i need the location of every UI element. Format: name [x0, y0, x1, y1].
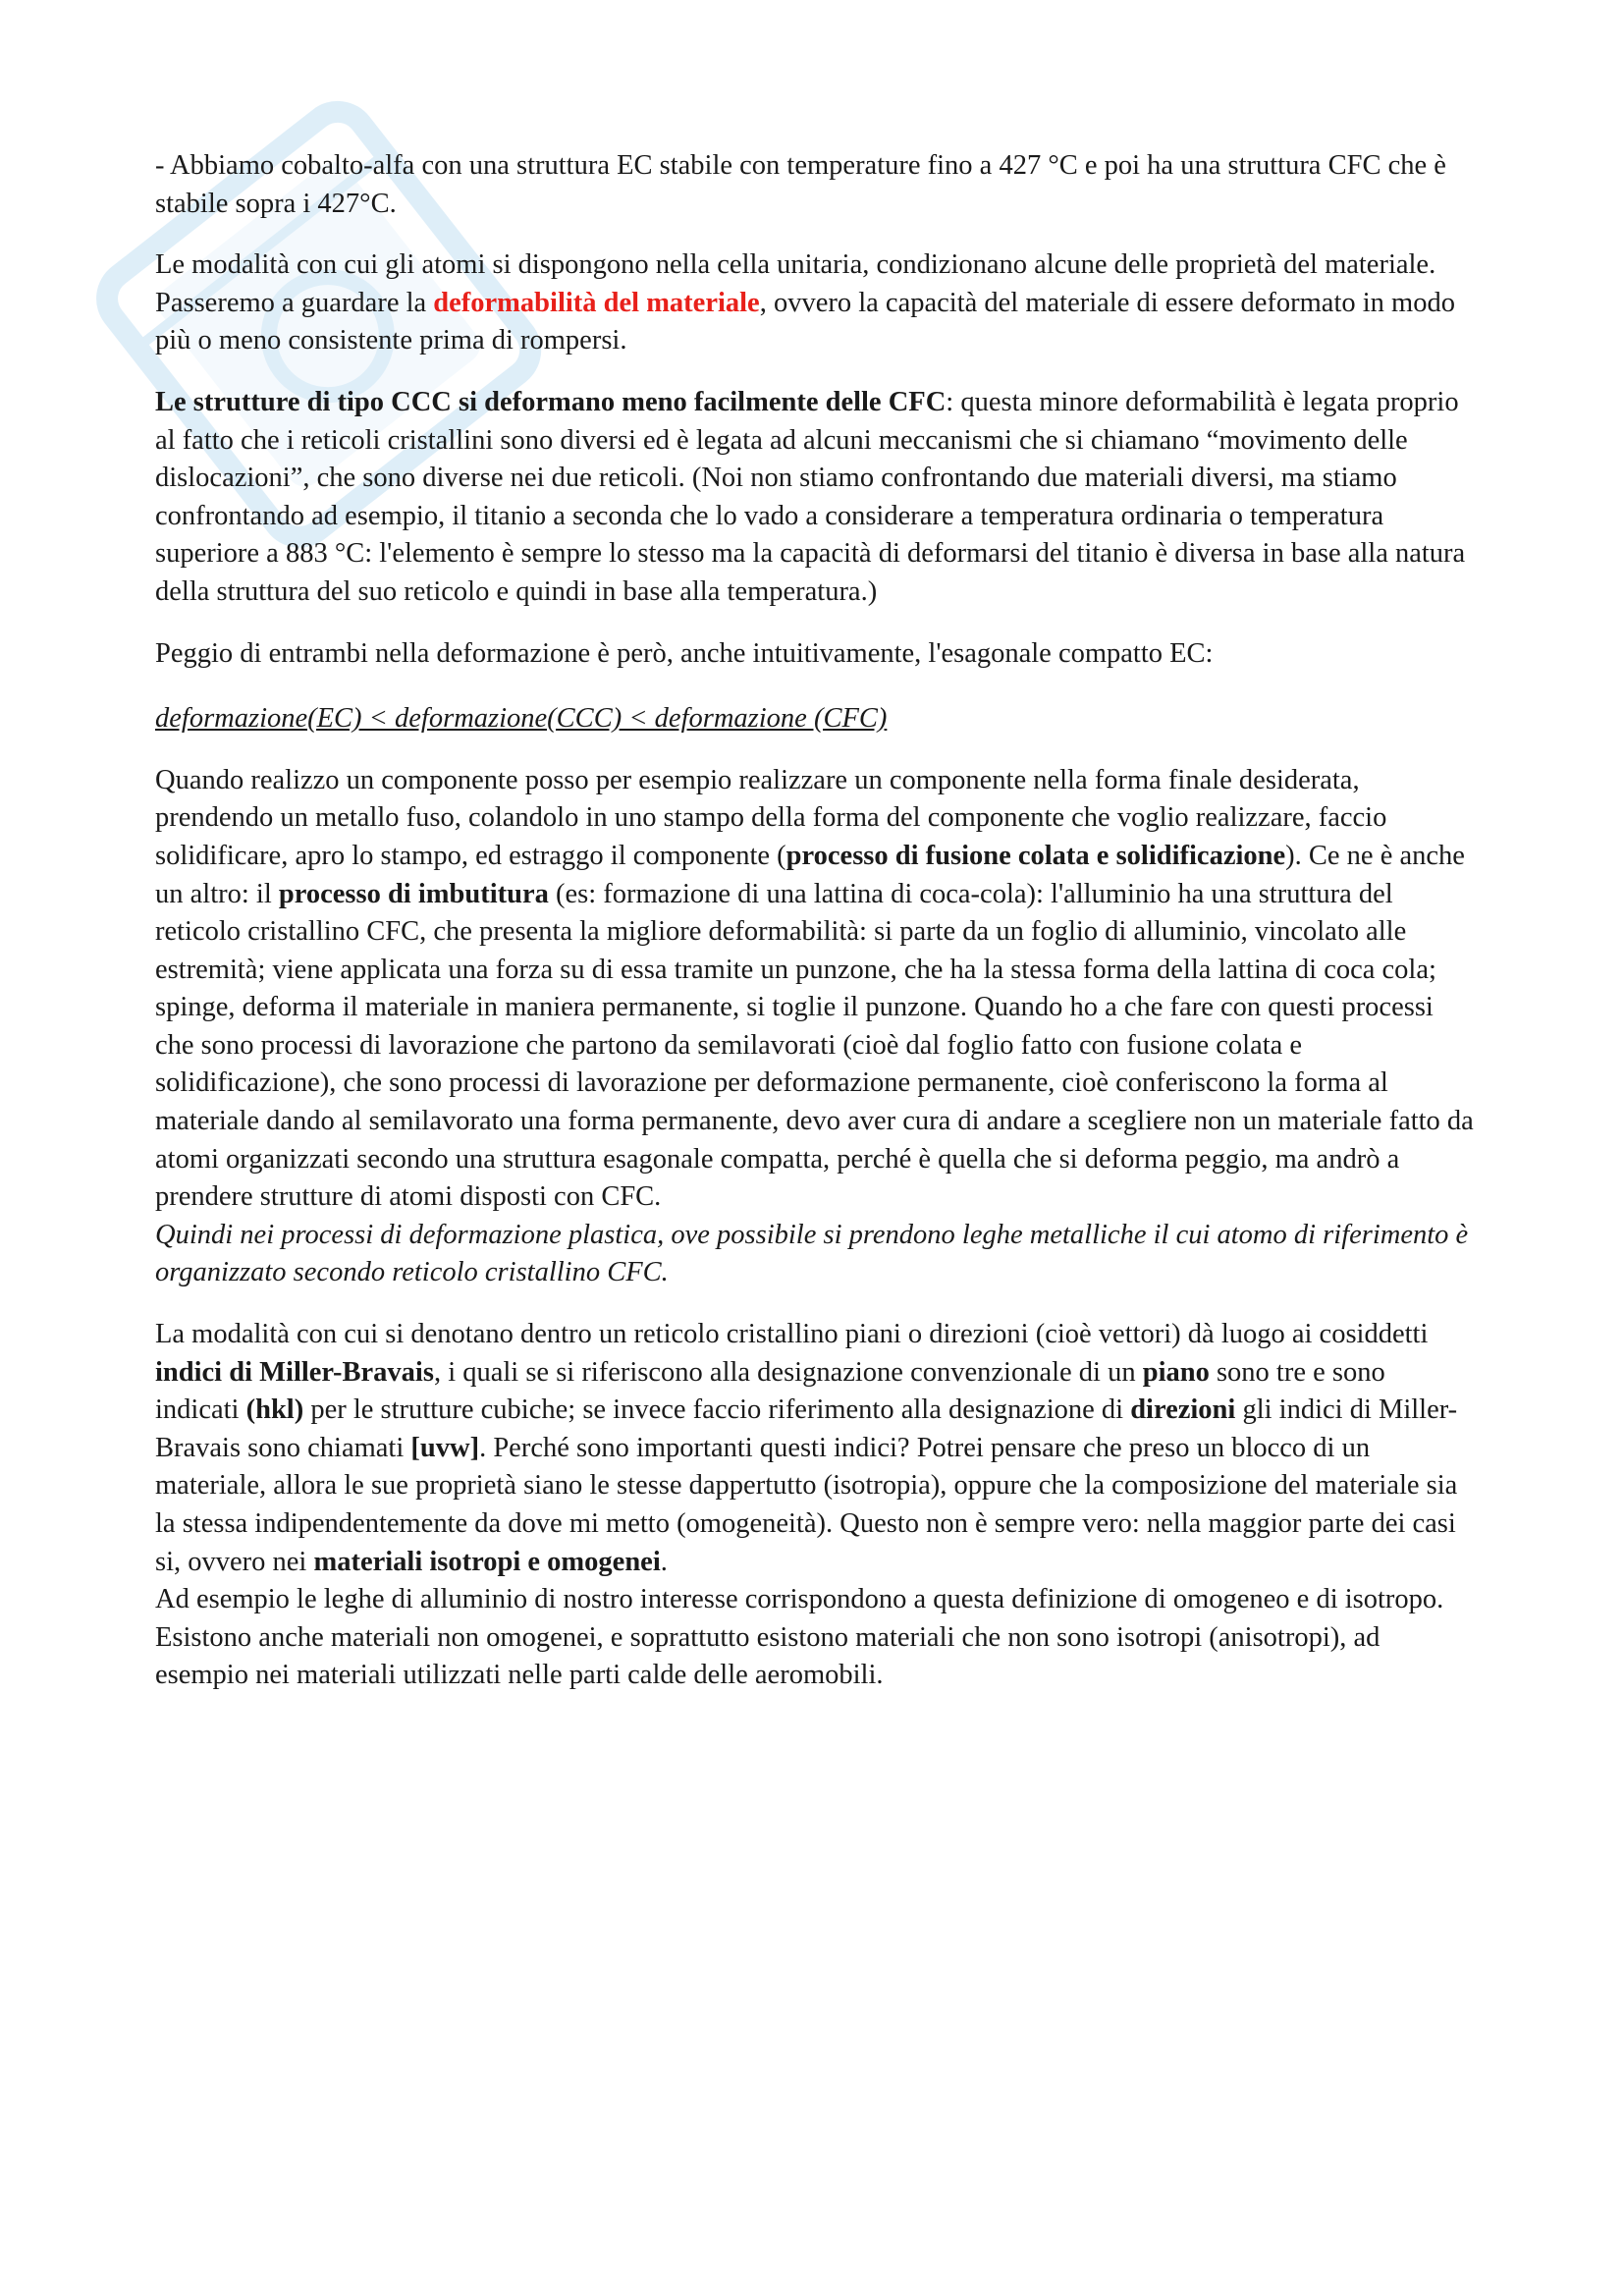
- bold-miller-bravais: indici di Miller-Bravais: [155, 1356, 434, 1388]
- text-run: .: [660, 1546, 668, 1577]
- text-run: Le modalità con cui gli atomi si dispongono nella cella unitaria, condizionano alcune delle proprietà del materiale. Passeremo a guardare la: [155, 249, 1436, 318]
- paragraph-cobalt: - Abbiamo cobalto-alfa con una struttura EC stabile con temperature fino a 427 °C e poi ha una struttura CFC che è stabile sopra i 427°C.: [155, 150, 1446, 219]
- paragraph-processes: [155, 762, 1476, 1292]
- text-run: ). Ce ne è anche un altro: il: [155, 840, 1465, 909]
- document-page: [155, 147, 1476, 1719]
- bold-ccc-cfc: Le strutture di tipo CCC si deformano meno facilmente delle CFC: [155, 386, 947, 417]
- bold-hkl: (hkl): [245, 1394, 304, 1426]
- bold-fusione: processo di fusione colata e solidificazione: [785, 840, 1286, 871]
- text-run: , i quali se si riferiscono alla designazione convenzionale di un: [433, 1356, 1143, 1388]
- text-run: Quando realizzo un componente posso per esempio realizzare un componente nella forma finale desiderata, prendendo un metallo fuso, colandolo in uno stampo della forma del componente che voglio realizzare, faccio solidificare, apro lo stampo, ed estraggo il componente (: [155, 764, 1387, 871]
- paragraph-ec: Peggio di entrambi nella deformazione è però, anche intuitivamente, l'esagonale compatto EC:: [155, 637, 1214, 669]
- paragraph-ccc-cfc: [155, 384, 1476, 612]
- text-run: per le strutture cubiche; se invece faccio riferimento alla designazione di: [303, 1394, 1131, 1426]
- paragraph-deformability: [155, 246, 1476, 360]
- italic-conclusion: Quindi nei processi di deformazione plastica, ove possibile si prendono leghe metalliche il cui atomo di riferimento è organizzato secondo reticolo cristallino CFC.: [155, 1219, 1469, 1288]
- deformation-formula: deformazione(EC) < deformazione(CCC) < deformazione (CFC): [155, 703, 888, 735]
- highlight-deformabilita: deformabilità del materiale: [433, 287, 760, 318]
- bold-imbutitura: processo di imbutitura: [278, 878, 549, 909]
- bold-isotropi: materiali isotropi e omogenei: [313, 1546, 661, 1577]
- text-run: gli indici di Miller-Bravais sono chiamati: [155, 1394, 1458, 1463]
- text-run: La modalità con cui si denotano dentro un reticolo cristallino piani o direzioni (cioè vettori) dà luogo ai cosiddetti: [155, 1319, 1429, 1350]
- paragraph-miller: [155, 1316, 1476, 1581]
- bold-piano: piano: [1142, 1356, 1210, 1388]
- text-run: sono tre e sono indicati: [155, 1356, 1385, 1426]
- text-run: , ovvero la capacità del materiale di essere deformato in modo più o meno consistente prima di rompersi.: [155, 287, 1455, 356]
- bold-uvw: [uvw]: [410, 1432, 480, 1463]
- bold-direzioni: direzioni: [1130, 1394, 1236, 1426]
- text-run: . Perché sono importanti questi indici? Potrei pensare che preso un blocco di un materiale, allora le sue proprietà siano le stesse dappertutto (isotropia), oppure che la composizione del materiale sia la stessa indipendentemente da dove mi metto (omogeneità). Questo non è sempre vero: nella maggior parte dei casi si, ovvero nei: [155, 1432, 1458, 1577]
- paragraph-alluminio: Ad esempio le leghe di alluminio di nostro interesse corrispondono a questa definizione di omogeneo e di isotropo. Esistono anche materiali non omogenei, e soprattutto esistono materiali che non sono isotropi (anisotropi), ad esempio nei materiali utilizzati nelle parti calde delle aeromobili.: [155, 1584, 1444, 1691]
- text-run: (es: formazione di una lattina di coca-cola): l'alluminio ha una struttura del reticolo cristallino CFC, che presenta la migliore deformabilità: si parte da un foglio di alluminio, vincolato alle estremità; viene applicata una forza su di essa tramite un punzone, che ha la stessa forma della lattina di coca cola; spinge, deforma il materiale in maniera permanente, si toglie il punzone. Quando ho a che fare con questi processi che sono processi di lavorazione che partono da semilavorati (cioè dal foglio fatto con fusione colata e solidificazione), che sono processi di lavorazione per deformazione permanente, cioè conferiscono la forma al materiale dando al semilavorato una forma permanente, devo aver cura di andare a scegliere non un materiale fatto da atomi organizzati secondo una struttura esagonale compatta, perché è quella che si deforma peggio, ma andrò a prendere strutture di atomi disposti con CFC.: [155, 878, 1474, 1213]
- text-run: : questa minore deformabilità è legata proprio al fatto che i reticoli cristallini sono diversi ed è legata ad alcuni meccanismi che si chiamano “movimento delle dislocazioni”, che sono diverse nei due reticoli. (Noi non stiamo confrontando due materiali diversi, ma stiamo confrontando ad esempio, il titanio a seconda che lo vado a considerare a temperatura ordinaria o temperatura superiore a 883 °C: l'elemento è sempre lo stesso ma la capacità di deformarsi del titanio è diversa in base alla natura della struttura del suo reticolo e quindi in base alla temperatura.): [155, 386, 1466, 607]
